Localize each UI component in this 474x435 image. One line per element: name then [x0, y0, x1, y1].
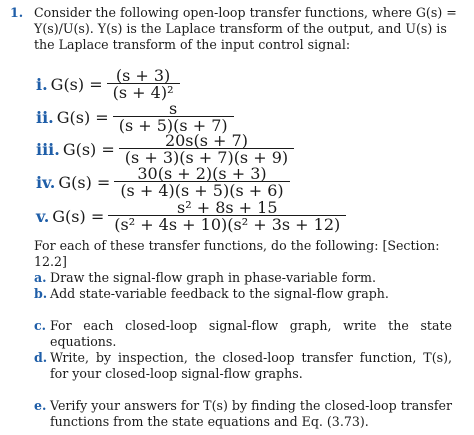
function-label: iv.: [36, 172, 56, 192]
function-label: i.: [36, 74, 48, 94]
problem-number: 1.: [10, 5, 24, 20]
fraction: [119, 133, 294, 165]
numerator: 30(s + 2)(s + 3): [137, 164, 267, 183]
function-v: [36, 200, 346, 232]
task-text: Write, by inspection, the closed-loop transfer function, T(s), for your closed-loop signal-flow graphs.: [50, 350, 452, 381]
task-letter: c.: [34, 318, 47, 333]
task-text: Draw the signal-flow graph in phase-variable form.: [50, 270, 376, 285]
task-letter: e.: [34, 398, 47, 413]
task-letter: b.: [34, 286, 48, 301]
function-label: v.: [36, 206, 50, 226]
function-lhs: G(s) =: [50, 74, 103, 94]
fraction: [113, 101, 234, 133]
denominator: (s + 3)(s + 7)(s + 9): [119, 148, 294, 165]
function-label: ii.: [36, 107, 54, 127]
function-lhs: G(s) =: [58, 172, 111, 192]
denominator: (s² + 4s + 10)(s² + 3s + 12): [108, 215, 346, 232]
function-i: [36, 68, 180, 100]
denominator: (s + 5)(s + 7): [113, 116, 234, 133]
fraction: [107, 68, 180, 100]
numerator: s: [169, 99, 178, 118]
numerator: (s + 3): [115, 66, 171, 85]
task-letter: d.: [34, 350, 48, 365]
function-lhs: G(s) =: [62, 139, 115, 159]
fraction: [114, 166, 289, 198]
denominator: (s + 4)²: [107, 83, 180, 100]
function-ii: [36, 101, 234, 133]
problem-1: [10, 5, 468, 53]
denominator: (s + 4)(s + 5)(s + 6): [114, 181, 289, 198]
task-d: [34, 350, 452, 382]
function-lhs: G(s) =: [52, 206, 105, 226]
problem-intro: Consider the following open-loop transfer functions, where G(s) = Y(s)/U(s). Y(s) is the Laplace transform of the output, and U(s) is the Laplace transform of the input control signal:: [34, 5, 457, 52]
task-text: For each closed-loop signal-flow graph, write the state equations.: [50, 318, 452, 349]
function-iv: [36, 166, 290, 198]
function-label: iii.: [36, 139, 60, 159]
numerator: 20s(s + 7): [164, 131, 248, 150]
fraction: [108, 200, 346, 232]
function-lhs: G(s) =: [56, 107, 109, 127]
instruction-text: For each of these transfer functions, do the following: [Section: 12.2]: [34, 238, 440, 269]
task-text: Add state-variable feedback to the signal-flow graph.: [50, 286, 389, 301]
task-e: [34, 398, 452, 430]
numerator: s² + 8s + 15: [176, 198, 278, 217]
task-text: Verify your answers for T(s) by finding the closed-loop transfer functions from the state equations and Eq. (3.73).: [50, 398, 452, 429]
task-c: [34, 318, 452, 350]
task-b: [34, 286, 452, 302]
task-letter: a.: [34, 270, 47, 285]
function-iii: [36, 133, 294, 165]
task-a: [34, 270, 452, 286]
